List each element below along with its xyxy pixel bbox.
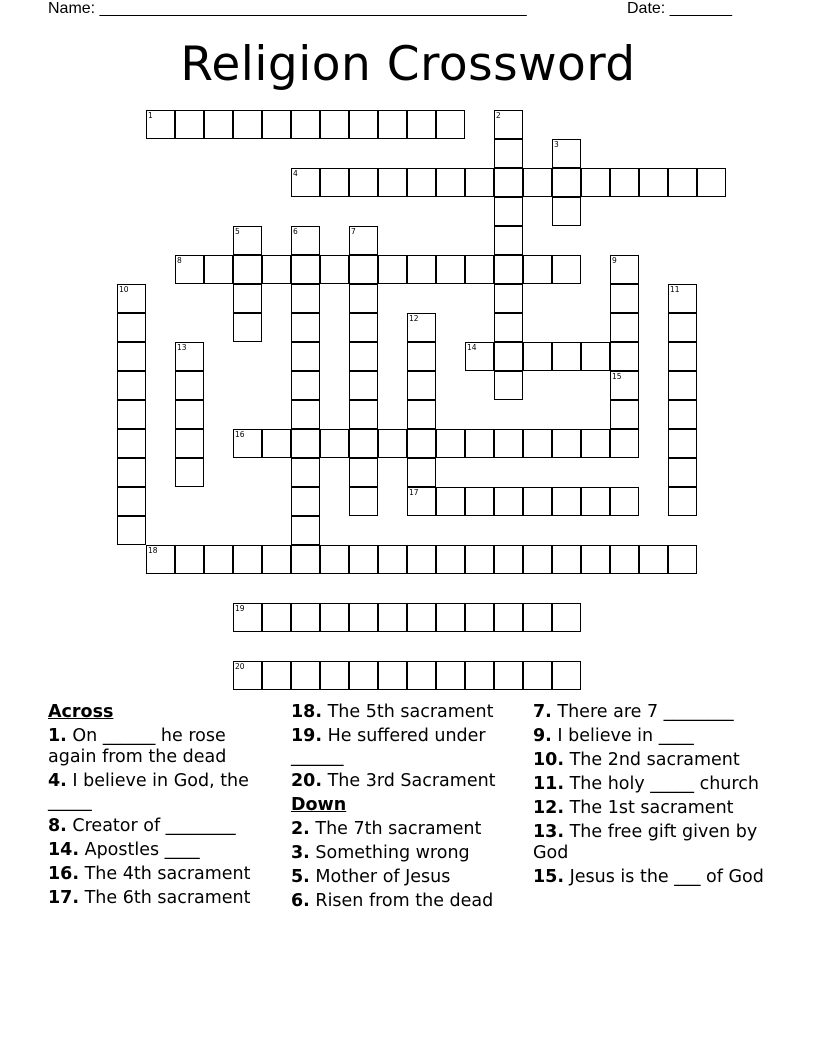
cell-number: 13 [177,343,187,352]
grid-cell[interactable] [436,168,465,197]
grid-cell[interactable] [494,139,523,168]
grid-cell[interactable] [407,168,436,197]
clue-text: The holy _____ church [569,774,759,794]
grid-cell[interactable] [378,110,407,139]
grid-cell[interactable] [523,661,552,690]
grid-cell[interactable] [378,545,407,574]
grid-cell[interactable] [291,284,320,313]
grid-cell[interactable] [494,661,523,690]
clue-text: He suffered under ______ [291,726,486,767]
grid-cell[interactable] [465,255,494,284]
grid-cell[interactable] [465,545,494,574]
grid-cell[interactable] [407,342,436,371]
grid-cell[interactable] [349,371,378,400]
clue-number: 4. [48,771,67,791]
grid-cell[interactable] [262,545,291,574]
grid-cell[interactable] [407,661,436,690]
cell-number: 5 [235,227,240,236]
clue-text: There are 7 ________ [557,702,734,722]
grid-cell[interactable] [523,487,552,516]
grid-cell[interactable] [233,284,262,313]
across-heading: Across [48,702,114,722]
across-clue [48,840,274,861]
grid-cell[interactable] [349,255,378,284]
cell-number: 17 [409,488,419,497]
grid-cell[interactable] [668,429,697,458]
clue-number: 10. [533,750,565,770]
grid-cell[interactable] [117,516,146,545]
grid-cell[interactable] [349,487,378,516]
grid-cell[interactable] [349,110,378,139]
grid-cell[interactable] [494,371,523,400]
grid-cell[interactable] [697,168,726,197]
grid-cell[interactable] [668,342,697,371]
grid-cell[interactable] [291,371,320,400]
grid-cell[interactable] [117,313,146,342]
grid-cell[interactable] [378,255,407,284]
grid-cell[interactable] [407,429,436,458]
grid-cell[interactable] [291,255,320,284]
grid-cell[interactable] [494,487,523,516]
grid-cell[interactable] [668,400,697,429]
grid-cell[interactable] [610,284,639,313]
grid-cell[interactable] [523,429,552,458]
grid-cell[interactable] [175,400,204,429]
cell-number: 7 [351,227,356,236]
down-clue [291,843,517,864]
down-clue [533,702,773,723]
cell-number: 14 [467,343,477,352]
grid-cell[interactable] [552,545,581,574]
clue-number: 13. [533,822,565,842]
cell-number: 3 [554,140,559,149]
grid-cell[interactable] [494,342,523,371]
clue-number: 5. [291,867,310,887]
grid-cell[interactable] [668,458,697,487]
cell-number: 18 [148,546,158,555]
cell-number: 2 [496,111,501,120]
grid-cell[interactable] [552,429,581,458]
cell-number: 1 [148,111,153,120]
across-clue [291,726,517,768]
grid-cell[interactable] [378,603,407,632]
grid-cell[interactable] [320,168,349,197]
clue-text: Jesus is the ___ of God [569,867,764,887]
grid-cell[interactable] [581,487,610,516]
cell-number: 10 [119,285,129,294]
grid-cell[interactable] [610,487,639,516]
grid-cell[interactable] [465,661,494,690]
grid-cell[interactable] [610,545,639,574]
grid-cell[interactable] [668,371,697,400]
grid-cell[interactable] [349,342,378,371]
grid-cell[interactable] [320,545,349,574]
grid-cell[interactable] [436,110,465,139]
grid-cell[interactable] [552,603,581,632]
grid-cell[interactable] [407,545,436,574]
down-heading: Down [291,795,347,815]
cell-number: 8 [177,256,182,265]
grid-cell[interactable] [175,429,204,458]
grid-cell[interactable] [668,545,697,574]
cell-number: 12 [409,314,419,323]
down-clue [533,822,773,864]
clue-number: 17. [48,888,80,908]
grid-cell[interactable] [668,487,697,516]
clue-text: Risen from the dead [315,891,494,911]
cell-number: 15 [612,372,622,381]
grid-cell[interactable] [233,545,262,574]
name-label: Name: [48,0,96,17]
across-clue [48,888,274,909]
down-clue [533,798,773,819]
grid-cell[interactable] [552,342,581,371]
grid-cell[interactable] [639,168,668,197]
grid-cell[interactable] [610,168,639,197]
grid-cell[interactable] [175,371,204,400]
grid-cell[interactable] [262,661,291,690]
grid-cell[interactable] [436,603,465,632]
grid-cell[interactable] [349,284,378,313]
grid-cell[interactable] [436,429,465,458]
grid-cell[interactable] [349,545,378,574]
grid-cell[interactable] [494,226,523,255]
grid-cell[interactable] [436,255,465,284]
grid-cell[interactable] [610,400,639,429]
grid-cell[interactable] [378,168,407,197]
cell-number: 4 [293,169,298,178]
grid-cell[interactable] [407,458,436,487]
grid-cell[interactable] [523,168,552,197]
across-clue [48,864,274,885]
clue-text: The 2nd sacrament [569,750,740,770]
clue-number: 8. [48,816,67,836]
clue-number: 3. [291,843,310,863]
grid-cell[interactable] [610,342,639,371]
cell-number: 19 [235,604,245,613]
grid-cell[interactable] [262,110,291,139]
cell-number: 9 [612,256,617,265]
grid-cell[interactable] [407,603,436,632]
clue-text: The 6th sacrament [84,888,251,908]
clue-text: The free gift given by God [533,822,758,863]
grid-cell[interactable] [291,545,320,574]
grid-cell[interactable] [581,342,610,371]
page-title: Religion Crossword [180,37,636,92]
grid-cell[interactable] [320,255,349,284]
grid-cell[interactable] [552,255,581,284]
down-clue [533,867,773,888]
grid-cell[interactable] [436,661,465,690]
grid-cell[interactable] [552,487,581,516]
grid-cell[interactable] [552,168,581,197]
grid-cell[interactable] [581,429,610,458]
grid-cell[interactable] [291,487,320,516]
cell-number: 16 [235,430,245,439]
grid-cell[interactable] [523,545,552,574]
down-clue [291,867,517,888]
grid-cell[interactable] [349,400,378,429]
grid-cell[interactable] [320,603,349,632]
clue-text: Apostles ____ [84,840,200,860]
grid-cell[interactable] [204,110,233,139]
grid-cell[interactable] [349,603,378,632]
grid-cell[interactable] [349,429,378,458]
clue-text: The 5th sacrament [327,702,494,722]
grid-cell[interactable] [494,168,523,197]
grid-cell[interactable] [204,255,233,284]
grid-cell[interactable] [552,197,581,226]
clue-number: 11. [533,774,565,794]
grid-cell[interactable] [233,110,262,139]
grid-cell[interactable] [349,458,378,487]
cell-number: 6 [293,227,298,236]
grid-cell[interactable] [581,545,610,574]
clue-number: 20. [291,771,323,791]
date-label: Date: [627,0,666,17]
grid-cell[interactable] [233,313,262,342]
grid-cell[interactable] [494,197,523,226]
grid-cell[interactable] [494,255,523,284]
grid-cell[interactable] [291,458,320,487]
clue-number: 14. [48,840,80,860]
grid-cell[interactable] [262,429,291,458]
grid-cell[interactable] [465,168,494,197]
clue-number: 15. [533,867,565,887]
clue-number: 12. [533,798,565,818]
clue-number: 7. [533,702,552,722]
grid-cell[interactable] [407,371,436,400]
grid-cell[interactable] [436,487,465,516]
clue-column-3 [533,702,773,891]
grid-cell[interactable] [291,516,320,545]
clue-number: 19. [291,726,323,746]
grid-cell[interactable] [175,458,204,487]
across-clue [48,816,274,837]
grid-cell[interactable] [436,545,465,574]
clue-text: I believe in ____ [557,726,694,746]
grid-cell[interactable] [117,429,146,458]
clue-text: The 7th sacrament [315,819,482,839]
clue-column-1 [48,702,274,912]
grid-cell[interactable] [610,429,639,458]
grid-cell[interactable] [117,371,146,400]
clue-number: 16. [48,864,80,884]
grid-cell[interactable] [291,313,320,342]
grid-cell[interactable] [610,313,639,342]
clue-text: Something wrong [315,843,470,863]
grid-cell[interactable] [552,661,581,690]
grid-cell[interactable] [407,255,436,284]
grid-cell[interactable] [523,342,552,371]
grid-cell[interactable] [407,110,436,139]
grid-cell[interactable] [668,168,697,197]
clue-column-2 [291,702,517,915]
grid-cell[interactable] [117,400,146,429]
grid-cell[interactable] [117,487,146,516]
grid-cell[interactable] [262,255,291,284]
clue-number: 1. [48,726,67,746]
clue-number: 6. [291,891,310,911]
across-clue [291,771,517,792]
clue-text: The 4th sacrament [84,864,251,884]
down-clue [291,891,517,912]
cell-number: 20 [235,662,245,671]
across-clue [291,702,517,723]
grid-cell[interactable] [494,313,523,342]
grid-cell[interactable] [349,168,378,197]
down-clue [533,750,773,771]
across-clue [48,726,274,768]
clue-text: Creator of ________ [72,816,236,836]
grid-cell[interactable] [523,603,552,632]
grid-cell[interactable] [349,661,378,690]
date-line: _______ [669,0,732,17]
across-clue [48,771,274,813]
grid-cell[interactable] [117,458,146,487]
grid-cell[interactable] [407,400,436,429]
down-clue [533,726,773,747]
grid-cell[interactable] [320,661,349,690]
grid-cell[interactable] [291,429,320,458]
grid-cell[interactable] [465,603,494,632]
grid-cell[interactable] [291,661,320,690]
clue-number: 2. [291,819,310,839]
grid-cell[interactable] [291,400,320,429]
grid-cell[interactable] [204,545,233,574]
grid-cell[interactable] [668,313,697,342]
grid-cell[interactable] [320,429,349,458]
down-clue [533,774,773,795]
name-line: ________________________________________________ [99,0,527,17]
grid-cell[interactable] [465,487,494,516]
grid-cell[interactable] [581,168,610,197]
grid-cell[interactable] [291,603,320,632]
cell-number: 11 [670,285,680,294]
grid-cell[interactable] [349,313,378,342]
clue-text: On ______ he rose again from the dead [48,726,227,767]
clue-text: Mother of Jesus [315,867,451,887]
grid-cell[interactable] [378,661,407,690]
grid-cell[interactable] [320,110,349,139]
grid-cell[interactable] [291,110,320,139]
grid-cell[interactable] [291,342,320,371]
grid-cell[interactable] [378,429,407,458]
grid-cell[interactable] [639,545,668,574]
grid-cell[interactable] [233,255,262,284]
grid-cell[interactable] [494,284,523,313]
grid-cell[interactable] [175,545,204,574]
grid-cell[interactable] [523,255,552,284]
down-clue [291,819,517,840]
clue-number: 18. [291,702,323,722]
grid-cell[interactable] [494,545,523,574]
clue-text: I believe in God, the _____ [48,771,249,812]
grid-cell[interactable] [117,342,146,371]
grid-cell[interactable] [175,110,204,139]
grid-cell[interactable] [494,429,523,458]
grid-cell[interactable] [262,603,291,632]
clue-number: 9. [533,726,552,746]
grid-cell[interactable] [494,603,523,632]
clue-text: The 3rd Sacrament [327,771,496,791]
clue-text: The 1st sacrament [569,798,734,818]
grid-cell[interactable] [465,429,494,458]
